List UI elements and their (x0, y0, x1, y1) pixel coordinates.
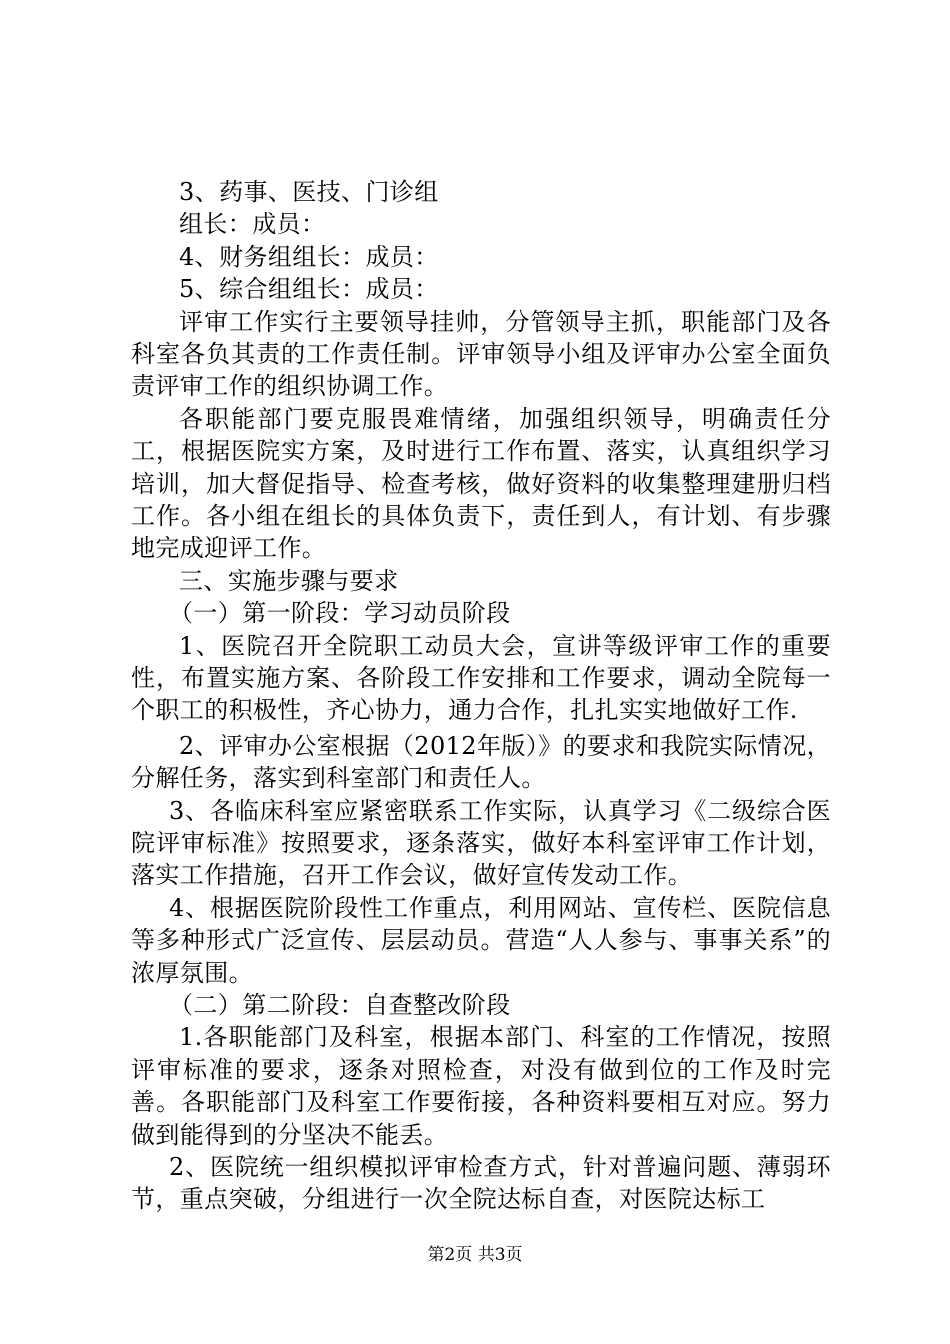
section-heading-steps: 三、实施步骤与要求 (179, 566, 399, 595)
group-members-pharmacy: 组长：成员： (179, 210, 326, 239)
paragraph-stage-one-item-4: 4、根据医院阶段性工作重点，利用网站、宣传栏、医院信息等多种形式广泛宣传、层层动员。营造“人人参与、事事关系”的浓厚氛围。 (131, 893, 831, 987)
paragraph-stage-one-item-3: 3、各临床科室应紧密联系工作实际，认真学习《二级综合医院评审标准》按照要求，逐条落实，做好本科室评审工作计划，落实工作措施，召开工作会议，做好宣传发动工作。 (131, 796, 831, 890)
paragraph-stage-two-item-2: 2、医院统一组织模拟评审检查方式，针对普遍问题、薄弱环节，重点突破，分组进行一次全院达标自查，对医院达标工 (131, 1153, 831, 1214)
paragraph-stage-two-item-1: 1.各职能部门及科室，根据本部门、科室的工作情况，按照评审标准的要求，逐条对照检查，对没有做到位的工作及时完善。各职能部门及科室工作要衔接，各种资料要相互对应。努力做到能得到的分坚决不能丢。 (131, 1023, 831, 1149)
group-heading-general: 5、综合组组长：成员： (179, 275, 439, 304)
page-footer: 第2页 共3页 (427, 1245, 523, 1265)
group-heading-pharmacy: 3、药事、医技、门诊组 (179, 178, 439, 206)
paragraph-responsibility: 评审工作实行主要领导挂帅，分管领导主抓，职能部门及各科室各负其责的工作责任制。评审领导小组及评审办公室全面负责评审工作的组织协调工作。 (131, 307, 831, 401)
paragraph-stage-one-item-1: 1、医院召开全院职工动员大会，宣讲等级评审工作的重要性，布置实施方案、各阶段工作安排和工作要求，调动全院每一个职工的积极性，齐心协力，通力合作，扎扎实实地做好工作. (131, 631, 831, 725)
paragraph-departments: 各职能部门要克服畏难情绪，加强组织领导，明确责任分工，根据医院实方案，及时进行工作布置、落实，认真组织学习培训，加大督促指导、检查考核，做好资料的收集整理建册归档工作。各小组在组长的具体负责下，责任到人，有计划、有步骤地完成迎评工作。 (131, 404, 831, 563)
group-heading-finance: 4、财务组组长：成员： (179, 242, 439, 271)
subsection-heading-stage-one: （一）第一阶段：学习动员阶段 (169, 599, 511, 628)
document-body (131, 176, 831, 1216)
subsection-heading-stage-two: （二）第二阶段：自查整改阶段 (169, 991, 511, 1020)
paragraph-stage-one-item-2: 2、评审办公室根据（2012年版）》的要求和我院实际情况，分解任务，落实到科室部门和责任人。 (131, 731, 831, 793)
